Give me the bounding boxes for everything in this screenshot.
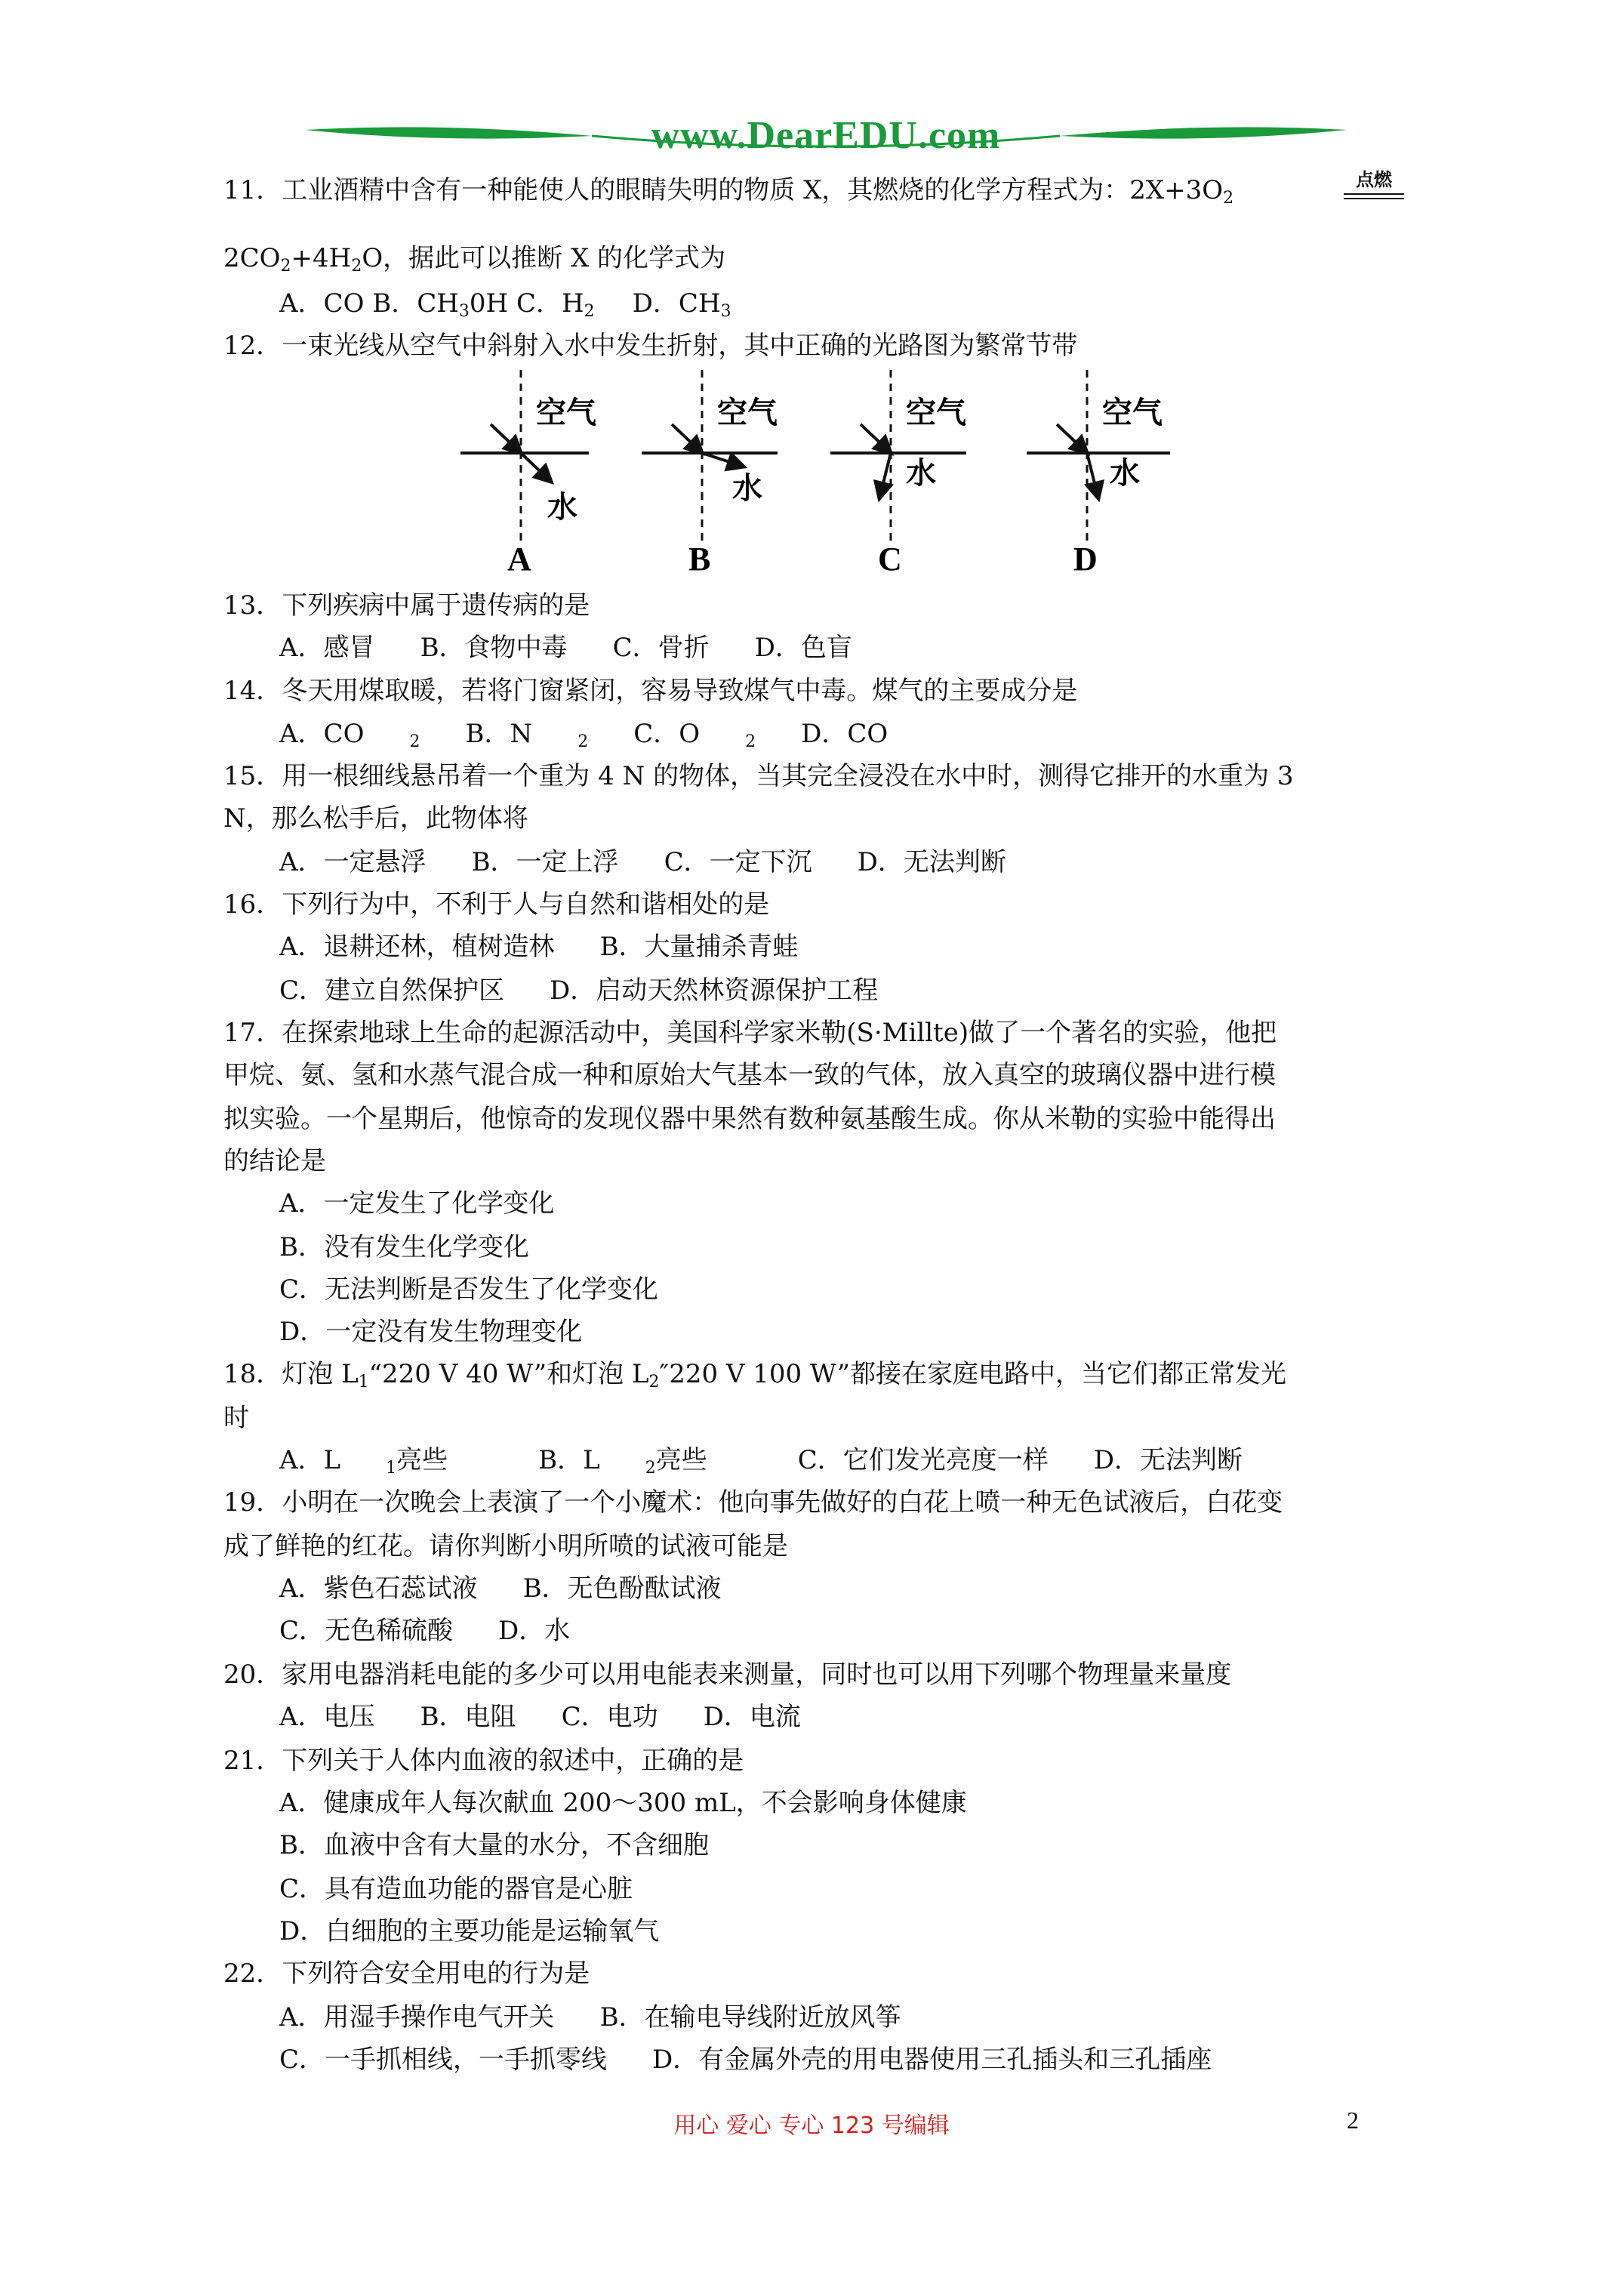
q18-l1s1: 1 — [358, 1373, 369, 1391]
q14-c-text: C．O — [633, 719, 701, 749]
q18-ob: B．L — [538, 1445, 600, 1475]
diagram-d — [1027, 370, 1170, 578]
q20-option-c: C．电功 — [561, 1702, 658, 1732]
q15-option-c: C．一定下沉 — [664, 847, 812, 877]
diagram-b-water: 水 — [732, 471, 762, 506]
q18-option-a — [279, 1445, 493, 1478]
q19-option-c: C．无色稀硫酸 — [279, 1616, 454, 1646]
q18-option-b — [538, 1445, 753, 1478]
diagram-c — [830, 370, 966, 578]
q18-oa2: 亮些 — [396, 1445, 448, 1475]
q18-oa-sub: 1 — [386, 1459, 397, 1478]
diagram-a-air: 空气 — [536, 396, 596, 430]
q17-stem-1: 17．在探索地球上生命的起源活动中，美国科学家米勒(S·Millte)做了一个著名的实验，他把 — [223, 1018, 1277, 1048]
q22-option-c: C．一手抓相线，一手抓零线 — [279, 2045, 608, 2075]
q16-option-c: C．建立自然保护区 — [279, 975, 505, 1006]
diagram-a-water: 水 — [547, 490, 577, 525]
q13-option-b: B．食物中毒 — [420, 633, 568, 663]
equation-rule-2 — [1344, 198, 1404, 199]
q14-b-text: B．N — [465, 719, 533, 749]
q18-l1b: “220 V 40 W”和灯泡 L — [368, 1359, 649, 1389]
q11-l2b: +4H — [291, 243, 352, 273]
q16-options-row2 — [279, 974, 923, 1007]
q15-stem-1: 15．用一根细线悬吊着一个重为 4 N 的物体，当其完全浸没在水中时，测得它排开的水重为 3 — [223, 761, 1294, 791]
q13-option-a: A．感冒 — [279, 633, 375, 663]
q17-option-a: A．一定发生了化学变化 — [279, 1188, 555, 1219]
q11-line2 — [223, 242, 725, 275]
diagram-c-label: C — [878, 541, 902, 578]
page-number: 2 — [1347, 2106, 1359, 2134]
q17-option-b: B．没有发生化学变化 — [279, 1232, 529, 1262]
q13-option-c: C．骨折 — [612, 633, 710, 663]
q22-options-row2 — [279, 2043, 1257, 2076]
q14-option-c — [633, 719, 756, 749]
diagram-a — [460, 370, 596, 578]
q11-line1-text: 11．工业酒精中含有一种能使人的眼睛失明的物质 X，其燃烧的化学方程式为：2X+3O — [223, 175, 1224, 205]
q20-option-b: B．电阻 — [420, 1702, 516, 1732]
site-header — [305, 113, 1347, 159]
q13-stem: 13．下列疾病中属于遗传病的是 — [223, 590, 590, 621]
q11-ob: 0H C．H — [469, 288, 584, 319]
q14-c-sub: 2 — [745, 732, 756, 751]
q11-os: 3 — [458, 302, 470, 321]
q11-l2a: 2CO — [223, 243, 281, 273]
q18-stem-2: 时 — [223, 1403, 249, 1433]
diagram-c-water: 水 — [906, 456, 936, 491]
diagram-c-air: 空气 — [906, 396, 966, 430]
diagram-b-air: 空气 — [717, 396, 778, 430]
q11-l2s1: 2 — [280, 257, 291, 276]
q18-options — [279, 1444, 1288, 1477]
q14-stem: 14．冬天用煤取暖，若将门窗紧闭，容易导致煤气中毒。煤气的主要成分是 — [223, 676, 1078, 706]
diagram-a-label: A — [507, 541, 531, 578]
q13-option-d: D．色盲 — [754, 633, 852, 663]
q16-option-a: A．退耕还林，植树造林 — [279, 932, 555, 962]
q17-stem-4: 的结论是 — [223, 1146, 326, 1176]
q20-options — [279, 1700, 846, 1734]
q11-os3: 3 — [720, 302, 731, 321]
q16-option-d: D．启动天然林资源保护工程 — [550, 975, 879, 1006]
reaction-condition — [1344, 169, 1404, 201]
q19-option-a: A．紫色石蕊试液 — [279, 1573, 478, 1604]
q18-ob-sub: 2 — [645, 1459, 656, 1478]
page-footer: 用心 爱心 专心 123 号编辑 — [673, 2113, 950, 2139]
q18-l1s2: 2 — [648, 1373, 660, 1391]
reaction-condition-label: 点燃 — [1356, 169, 1392, 190]
q15-options — [279, 846, 1052, 879]
q22-option-d: D．有金属外壳的用电器使用三孔插头和三孔插座 — [652, 2045, 1212, 2075]
q21-option-b: B．血液中含有大量的水分，不含细胞 — [279, 1830, 709, 1860]
q19-stem-1: 19．小明在一次晚会上表演了一个小魔术：他向事先做好的白花上喷一种无色试液后，白花变 — [223, 1487, 1283, 1518]
q22-stem: 22．下列符合安全用电的行为是 — [223, 1959, 590, 1989]
q21-option-c: C．具有造血功能的器官是心脏 — [279, 1874, 633, 1904]
q17-stem-2: 甲烷、氨、氢和水蒸气混合成一种和原始大气基本一致的气体，放入真空的玻璃仪器中进行模 — [223, 1060, 1276, 1090]
q15-option-d: D．无法判断 — [857, 847, 1006, 877]
q18-l1a: 18．灯泡 L — [223, 1359, 359, 1389]
q14-a-text: A．CO — [279, 719, 365, 749]
q21-stem: 21．下列关于人体内血液的叙述中，正确的是 — [223, 1746, 744, 1776]
q17-stem-3: 拟实验。一个星期后，他惊奇的发现仪器中果然有数种氨基酸生成。你从米勒的实验中能得出 — [223, 1104, 1276, 1134]
q14-a-sub: 2 — [409, 732, 420, 751]
equation-rule-1 — [1344, 193, 1404, 195]
diagram-d-water: 水 — [1110, 456, 1140, 491]
q19-options-row1 — [279, 1572, 767, 1605]
q12-stem: 12．一束光线从空气中斜射入水中发生折射，其中正确的光路图为繁常节带 — [223, 331, 1078, 361]
site-url: www.DearEDU.com — [651, 114, 1001, 157]
q16-stem: 16．下列行为中，不利于人与自然和谐相处的是 — [223, 889, 770, 920]
diagram-d-air: 空气 — [1102, 396, 1163, 430]
q22-option-b: B．在输电导线附近放风筝 — [599, 2002, 901, 2032]
q11-oa: A．CO B．CH — [279, 288, 459, 319]
q19-option-b: B．无色酚酞试液 — [522, 1573, 722, 1604]
q18-l1c: ″220 V 100 W”都接在家庭电路中，当它们都正常发光 — [659, 1359, 1286, 1389]
q18-stem-1 — [223, 1358, 1286, 1391]
q20-option-d: D．电流 — [703, 1702, 801, 1732]
q22-option-a: A．用湿手操作电气开关 — [279, 2002, 555, 2032]
q11-l2c: O，据此可以推断 X 的化学式为 — [362, 243, 726, 273]
q17-option-c: C．无法判断是否发生了化学变化 — [279, 1274, 659, 1305]
q14-option-d: D．CO — [801, 719, 888, 749]
q18-option-c: C．它们发光亮度一样 — [797, 1445, 1049, 1475]
refraction-diagrams — [460, 370, 1185, 581]
q15-stem-2: N，那么松手后，此物体将 — [223, 803, 528, 834]
q15-option-b: B．一定上浮 — [471, 847, 619, 877]
q18-ob2: 亮些 — [655, 1445, 707, 1475]
q11-line1 — [223, 174, 1233, 207]
diagram-d-label: D — [1073, 541, 1098, 578]
q18-option-d: D．无法判断 — [1093, 1445, 1243, 1475]
q11-os2: 2 — [584, 302, 595, 321]
q18-oa: A．L — [279, 1445, 341, 1475]
q11-l2s2: 2 — [351, 257, 362, 276]
q14-options — [279, 717, 933, 750]
q17-option-d: D．一定没有发生物理变化 — [279, 1317, 583, 1347]
q16-options-row1 — [279, 930, 844, 963]
q21-option-a: A．健康成年人每次献血 200～300 mL，不会影响身体健康 — [279, 1788, 967, 1818]
q20-stem: 20．家用电器消耗电能的多少可以用电能表来测量，同时也可以用下列哪个物理量来量度 — [223, 1660, 1232, 1690]
q14-option-a — [279, 719, 420, 749]
q21-option-d: D．白细胞的主要功能是运输氧气 — [279, 1916, 660, 1946]
q11-options — [279, 287, 731, 320]
q13-options — [279, 631, 898, 664]
diagram-b — [642, 370, 778, 578]
q11-oc: D．CH — [632, 288, 721, 319]
q19-option-d: D．水 — [498, 1616, 571, 1646]
q19-options-row2 — [279, 1614, 615, 1647]
q15-option-a: A．一定悬浮 — [279, 847, 427, 877]
q11-sub: 2 — [1223, 189, 1234, 208]
q14-b-sub: 2 — [577, 732, 589, 751]
q20-option-a: A．电压 — [279, 1702, 375, 1732]
q16-option-b: B．大量捕杀青蛙 — [599, 932, 799, 962]
q14-option-b — [465, 719, 588, 749]
diagram-b-label: B — [688, 541, 711, 578]
q22-options-row1 — [279, 2001, 947, 2034]
q19-stem-2: 成了鲜艳的红花。请你判断小明所喷的试液可能是 — [223, 1531, 788, 1561]
